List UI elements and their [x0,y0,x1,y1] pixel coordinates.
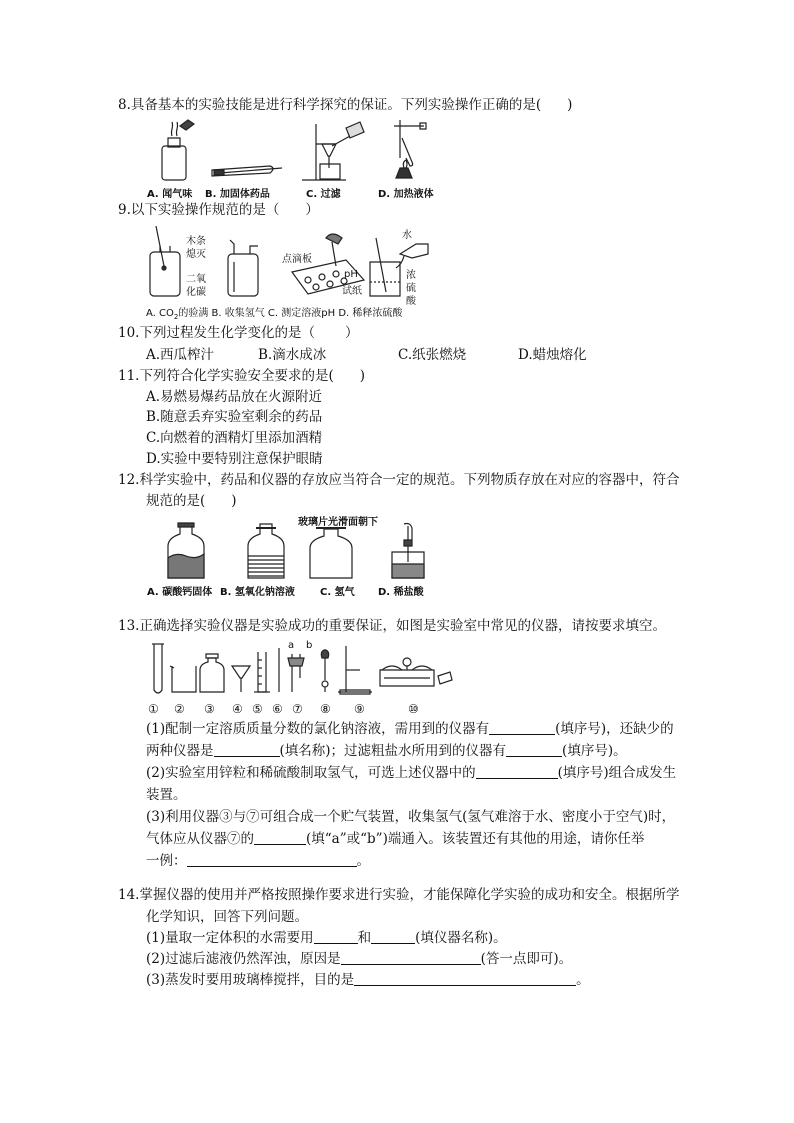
q13-blank-2[interactable] [214,742,280,757]
q13-number-1: ① [148,702,159,716]
q13-blank-6[interactable] [187,852,357,867]
q13-part3-line2: 气体应从仪器⑦的 (填“a”或“b”)端通入。该装置还有其他的用途，请你任举 [146,831,645,847]
q13-number-7: ⑦ [292,702,303,716]
q12-option-a: A. 碳酸钙固体 [147,587,213,598]
instrument-3-jar [200,654,224,692]
q8-option-a: A. 闻气味 [147,189,193,200]
q13-part1-line1: (1)配制一定溶质质量分数的氯化钠溶液，需用到的仪器有 (填序号)，还缺少的 [146,721,674,737]
q12-option-c: C. 氢气 [320,587,355,598]
q13-part2-line1: (2)实验室用锌粒和稀硫酸制取氢气，可选上述仪器中的 (填序号)组合成发生 [146,765,677,781]
q12-fig-label: 玻璃片光滑面朝下 [298,517,378,528]
instrument-5-cylinder [254,652,270,692]
q13-number-6: ⑥ [272,702,283,716]
q8-smell-bottle [162,120,194,180]
q13-number-3: ③ [204,702,215,716]
q13-number-10: ⑩ [408,702,419,716]
q13-part3-line3: 一例： 。 [146,853,370,869]
q14-stem-line1: 14.掌握仪器的使用并严格按照操作要求进行实验，才能保障化学实验的成功和安全。根据所学 [118,887,680,903]
q14-stem-line2: 化学知识，回答下列问题。 [146,909,308,925]
instrument-2-beaker [170,666,196,692]
q9-label-co2-b: 化碳 [186,287,206,298]
q11-option-b: B.随意丢弃实验室剩余的药品 [146,409,323,425]
instrument-10-balance [380,658,452,686]
q9-label-acid-2: 硫 [406,283,416,294]
q11-option-d: D.实验中要特别注意保护眼睛 [146,451,323,467]
q12-bottle-c [310,528,352,578]
q8-stem: 8.具备基本的实验技能是进行科学探究的保证。下列实验操作正确的是( ) [118,97,573,113]
q14-blank-4[interactable] [354,971,576,986]
q13-part2-line2: 装置。 [146,787,187,803]
q12-stem-line1: 12.科学实验中，药品和仪器的存放应当符合一定的规范。下列物质存放在对应的容器中，符合 [118,472,680,488]
q8-figure [150,118,460,184]
q12-option-d: D. 稀盐酸 [378,587,424,598]
q14-blank-2[interactable] [371,929,415,944]
q13-blank-1[interactable] [489,720,555,735]
q13-blank-5[interactable] [254,830,306,845]
instrument-4-funnel [232,666,250,692]
q11-option-c: C.向燃着的酒精灯里添加酒精 [146,430,323,446]
q14-blank-3[interactable] [341,950,481,965]
q13-port-a: a [288,640,295,651]
q12-figure [166,522,426,582]
q13-part1-line2: 两种仪器是 (填名称)；过滤粗盐水所用到的仪器有 (填序号)。 [146,743,627,759]
q8-filtration [302,122,364,180]
q14-blank-1[interactable] [314,929,358,944]
q13-number-5: ⑤ [252,702,263,716]
q8-option-d: D. 加热液体 [378,189,434,200]
q9-stem: 9.以下实验操作规范的是（ ） [118,202,319,218]
q12-bottle-a [168,523,204,578]
q13-stem: 13.正确选择实验仪器是实验成功的重要保证，如图是实验室中常见的仪器，请按要求填空。 [118,618,666,634]
q9-label-paper: 试纸 [342,286,362,297]
q9-hydrogen-bottle [228,240,258,296]
q11-stem: 11.下列符合化学实验安全要求的是( ) [118,368,366,384]
q9-label-ph: pH [344,269,358,280]
q12-bottle-d [392,524,424,579]
q9-label-plate: 点滴板 [282,254,312,265]
q13-number-4: ④ [232,702,243,716]
q11-option-a: A.易燃易爆药品放在火源附近 [146,389,323,405]
q8-option-b: B. 加固体药品 [205,189,270,200]
q13-port-b: b [306,640,313,651]
q9-label-acid-3: 酸 [406,296,416,307]
q10-option-b: B.滴水成冰 [258,347,327,363]
instrument-7-stopper-tubes [288,654,304,692]
q10-option-a: A.西瓜榨汁 [146,347,215,363]
instrument-9-iron-stand [338,646,372,694]
q14-part3: (3)蒸发时要用玻璃棒搅拌，目的是 。 [146,972,590,988]
instrument-1-test-tube [152,644,164,693]
q10-stem: 10.下列过程发生化学变化的是（ ） [118,325,359,341]
q10-option-c: C.纸张燃烧 [398,347,467,363]
q9-label-water: 水 [402,230,412,241]
q14-part1: (1)量取一定体积的水需要用 和 (填仪器名称)。 [146,930,507,946]
q12-bottle-b [248,524,284,578]
q9-options: A. $CO_2$的验满 B. 收集氢气 C. 测定溶液pH D. 稀释浓硫酸 [146,308,403,321]
q8-heating-liquid [394,120,426,178]
instrument-8-dropper [321,650,328,692]
q9-label-co2-a: 二氧 [186,274,206,285]
q13-number-8: ⑧ [320,702,331,716]
q13-blank-4[interactable] [476,764,558,779]
q13-part3-line1: (3)利用仪器③与⑦可组合成一个贮气装置，收集氢气(氢气难溶于水、密度小于空气)时， [146,809,676,825]
q12-option-b: B. 氢氧化钠溶液 [220,587,295,598]
q9-dilute-beaker [370,238,428,296]
q13-number-2: ② [174,702,185,716]
q8-option-c: C. 过滤 [306,189,341,200]
q8-solid-tube [212,166,282,176]
q9-label-acid-1: 浓 [406,270,416,281]
q12-stem-line2: 规范的是( ) [146,493,237,509]
q9-label-stick: 木条 [186,236,206,247]
q13-number-9: ⑨ [354,702,365,716]
q13-blank-3[interactable] [506,742,562,757]
q14-part2: (2)过滤后滤液仍然浑浊，原因是 (答一点即可)。 [146,951,573,967]
q10-option-d: D.蜡烛熔化 [518,347,587,363]
q9-label-out: 熄灭 [186,249,206,260]
q9-co2-bottle [150,226,180,296]
